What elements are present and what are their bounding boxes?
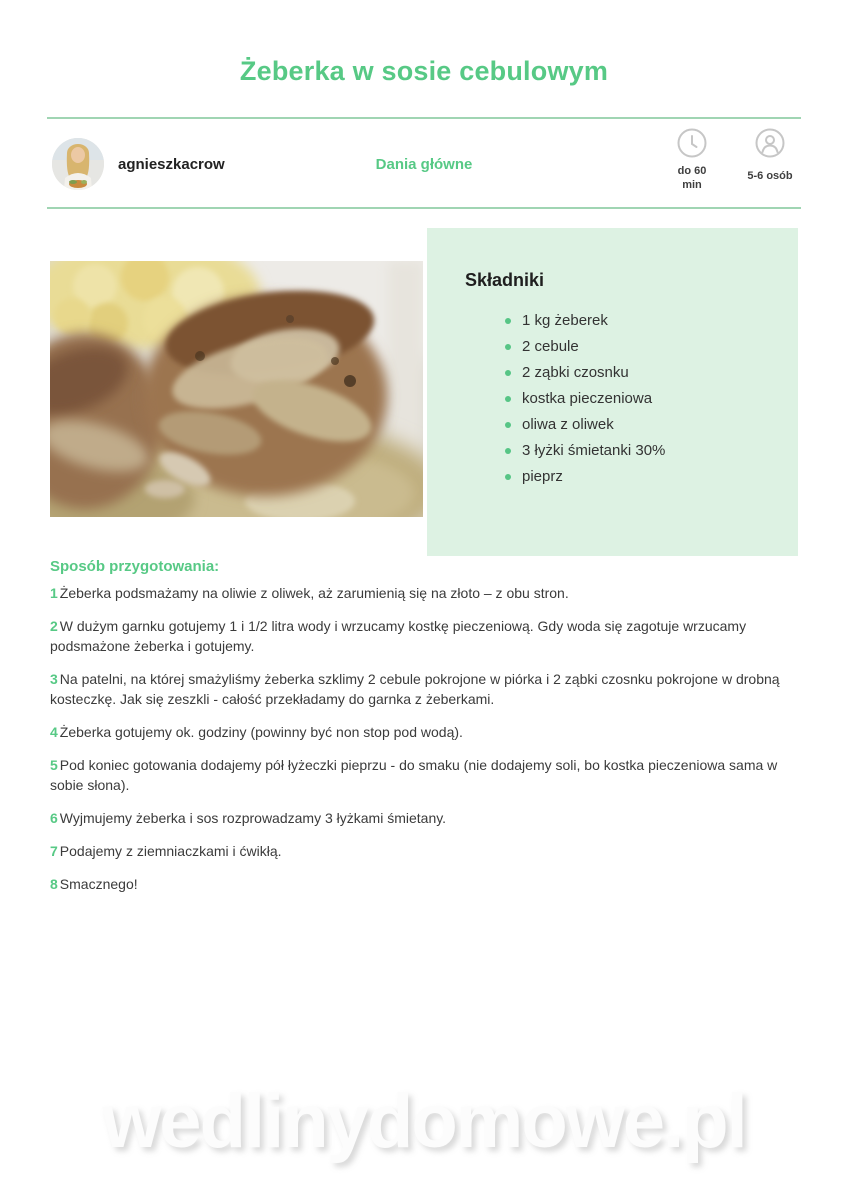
recipe-photo	[50, 261, 423, 517]
ingredient-item	[427, 464, 786, 490]
bullet-icon	[505, 396, 511, 402]
ingredient-item	[427, 386, 786, 412]
meta-icons	[663, 128, 799, 192]
step-text: Smacznego!	[59, 876, 138, 892]
page-title: Żeberka w sosie cebulowym	[239, 56, 609, 86]
bullet-icon	[505, 344, 511, 350]
ingredient-item	[427, 308, 786, 334]
ingredient-text: kostka pieczeniowa	[522, 390, 653, 407]
site-watermark: wedlinydomowe.pl	[102, 1079, 746, 1164]
author-name[interactable]: agnieszkacrow	[118, 156, 225, 173]
bullet-icon	[505, 370, 511, 376]
step-number: 3	[50, 671, 58, 687]
step-number: 7	[50, 843, 58, 859]
step-number: 8	[50, 876, 58, 892]
instruction-step	[50, 583, 800, 603]
ingredient-text: oliwa z oliwek	[522, 416, 614, 433]
instruction-step	[50, 841, 800, 861]
time-label-line1: do 60	[677, 165, 707, 177]
instruction-step	[50, 669, 800, 709]
step-number: 1	[50, 585, 58, 601]
instruction-step	[50, 755, 800, 795]
recipe-meta-header	[47, 118, 801, 207]
ingredients-panel	[427, 228, 798, 556]
step-number: 6	[50, 810, 58, 826]
instruction-step	[50, 722, 800, 742]
time-label	[678, 164, 707, 192]
ingredient-text: 3 łyżki śmietanki 30%	[522, 442, 666, 459]
ingredient-item	[427, 334, 786, 360]
step-number: 5	[50, 757, 58, 773]
ribs-photo-illustration	[50, 261, 423, 517]
step-text: Na patelni, na której smażyliśmy żeberka szklimy 2 cebule pokrojone w piórka i 2 ząbki czosnku pokrojone w drobną kosteczkę. Jak się zeszkli - całość przekładamy do garnka z żeberkami.	[50, 671, 780, 707]
instruction-step	[50, 808, 800, 828]
step-text: Podajemy z ziemniaczkami i ćwikłą.	[59, 843, 282, 859]
instructions-section	[50, 558, 800, 907]
step-text: Żeberka podsmażamy na oliwie z oliwek, aż zarumienią się na złoto – z obu stron.	[59, 585, 569, 601]
ingredient-text: 2 cebule	[522, 338, 579, 355]
step-number: 2	[50, 618, 58, 634]
ingredients-heading: Składniki	[465, 270, 545, 290]
time-meta	[663, 128, 721, 192]
servings-label: 5-6 osób	[747, 170, 793, 182]
ingredient-item	[427, 438, 786, 464]
category-link[interactable]: Dania główne	[375, 156, 473, 173]
bullet-icon	[505, 448, 511, 454]
ingredient-text: 2 ząbki czosnku	[522, 364, 629, 381]
instruction-step	[50, 616, 800, 656]
step-text: W dużym garnku gotujemy 1 i 1/2 litra wody i wrzucamy kostkę pieczeniową. Gdy woda się zagotuje wrzucamy podsmażone żeberka i gotujemy.	[50, 618, 747, 654]
person-icon	[755, 128, 785, 158]
step-text: Żeberka gotujemy ok. godziny (powinny być non stop pod wodą).	[59, 724, 463, 740]
ingredient-item	[427, 412, 786, 438]
bullet-icon	[505, 318, 511, 324]
step-number: 4	[50, 724, 58, 740]
time-label-line2: min	[682, 179, 702, 191]
divider-bottom	[47, 207, 801, 209]
step-text: Wyjmujemy żeberka i sos rozprowadzamy 3 łyżkami śmietany.	[59, 810, 447, 826]
bullet-icon	[505, 422, 511, 428]
ingredient-item	[427, 360, 786, 386]
clock-icon	[677, 128, 707, 158]
ingredient-text: 1 kg żeberek	[522, 312, 608, 329]
bullet-icon	[505, 474, 511, 480]
step-text: Pod koniec gotowania dodajemy pół łyżeczki pieprzu - do smaku (nie dodajemy soli, bo kostka pieczeniowa sama w sobie słona).	[50, 757, 778, 793]
instructions-heading: Sposób przygotowania:	[50, 558, 220, 575]
ingredients-list	[427, 308, 786, 490]
instruction-step	[50, 874, 800, 894]
ingredient-text: pieprz	[522, 468, 563, 485]
servings-meta	[741, 128, 799, 192]
